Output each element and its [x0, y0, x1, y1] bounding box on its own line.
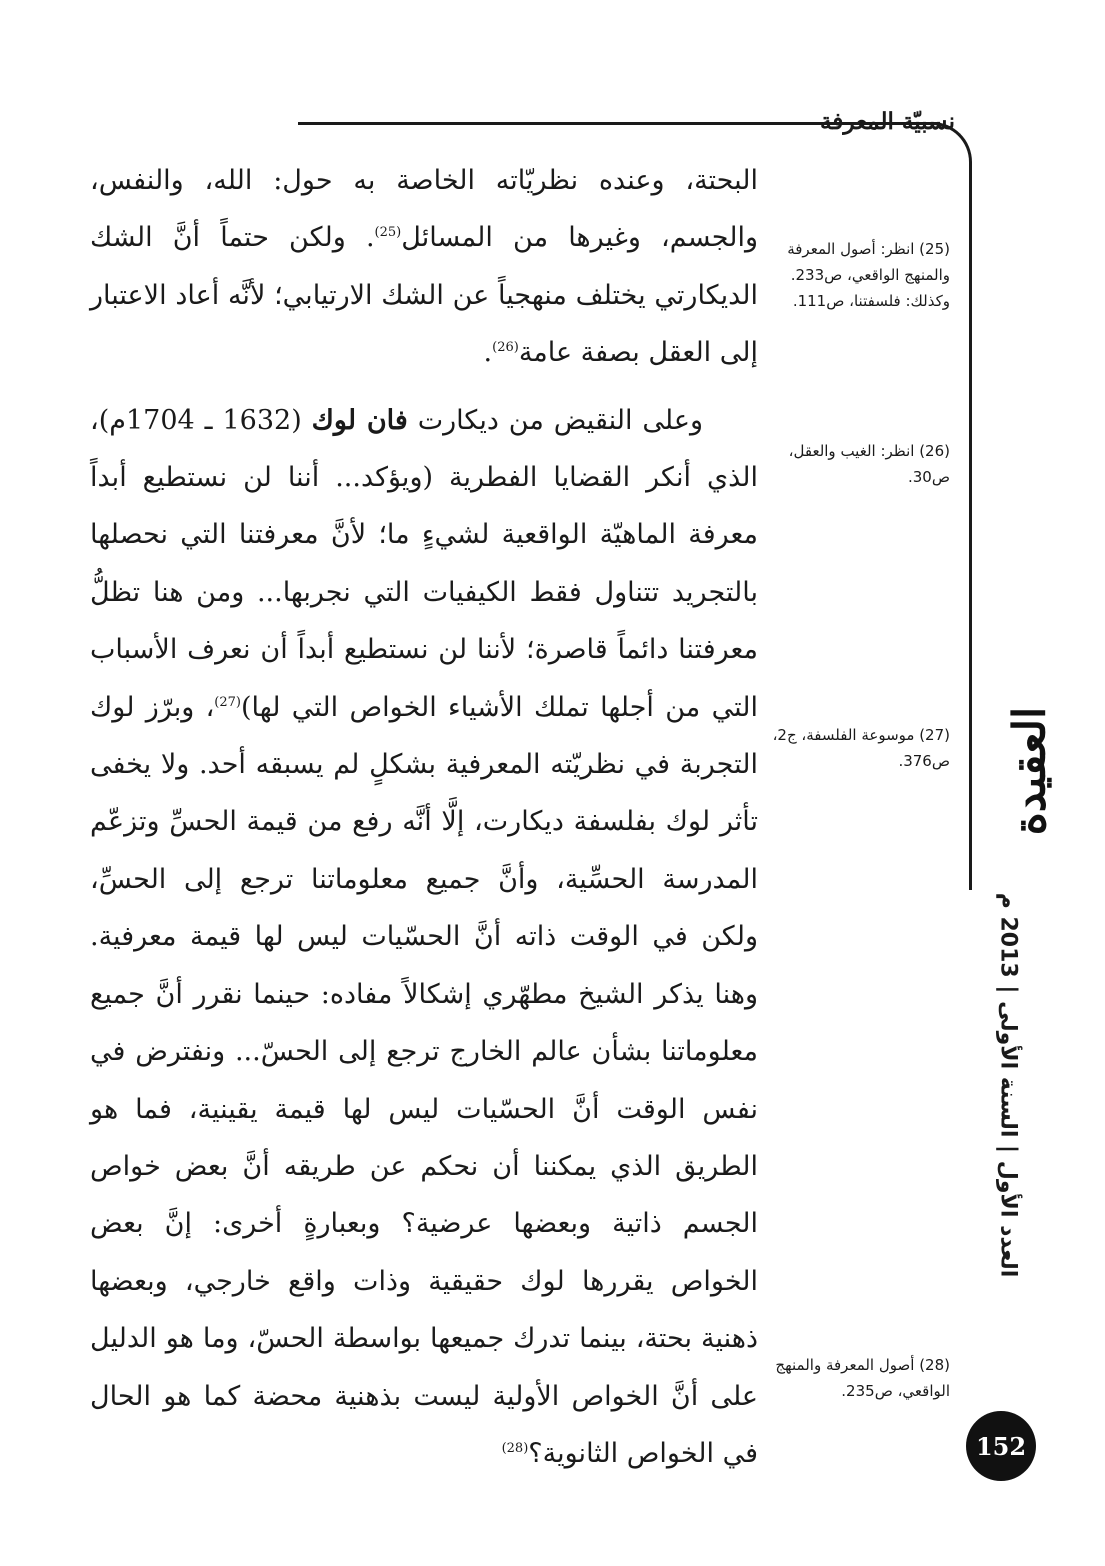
issue-info	[978, 892, 1038, 1278]
p2-lead: وعلى النقيض من ديكارت	[407, 404, 704, 436]
footnote-ref-27: (27)	[214, 694, 241, 710]
p2-text: (1632 ـ 1704م)، الذي أنكر القضايا الفطرية (ويؤكد... أننا لن نستطيع أبداً معرفة الماهيّة الواقعية لشيءٍ ما؛ لأنَّ معرفتنا التي نحصلها بالتجريد تتناول فقط الكيفيات التي نجربها... ومن هنا تظلُّ معرفتنا دائماً قاصرة؛ لأننا لن نستطيع أبداً أن نعرف الأسباب التي من أجلها تملك الأشياء الخواص التي لها)	[90, 404, 759, 723]
p1-end: .	[483, 337, 493, 369]
page-number-badge	[966, 1411, 1036, 1481]
p1-text-cont: . ولكن حتماً أنَّ الشك الديكارتي يختلف منهجياً عن الشك الارتيابي؛ لأنَّه أعاد الاعتبار إلى العقل بصفة عامة	[90, 222, 758, 369]
journal-logo-text: العقيدة	[1004, 706, 1056, 836]
body-text	[90, 152, 758, 1482]
page-number: 152	[975, 1431, 1027, 1461]
running-title: نسبيّة المعرفة	[820, 108, 955, 135]
footnote-ref-26: (26)	[492, 340, 519, 356]
paragraph-2	[90, 392, 758, 1483]
p2-text-cont: ، وبرّز لوك التجربة في نظريّته المعرفية بشكلٍ لم يسبقه أحد. ولا يخفى تأثر لوك بفلسفة ديكارت، إلَّا أنَّه رفع من قيمة الحسِّ وتزعّم المدرسة الحسِّية، وأنَّ جميع معلوماتنا ترجع إلى الحسِّ، ولكن في الوقت ذاته أنَّ الحسّيات ليس لها قيمة معرفية. وهنا يذكر الشيخ مطهّري إشكالاً مفاده: حينما نقرر أنَّ جميع معلوماتنا بشأن عالم الخارج ترجع إلى الحسّ... ونفترض في نفس الوقت أنَّ الحسّيات ليس لها قيمة يقينية، فما هو الطريق الذي يمكننا أن نحكم عن طريقه أنَّ بعض خواص الجسم ذاتية وبعضها عرضية؟ وبعبارةٍ أخرى: إنَّ بعض الخواص يقررها لوك حقيقية وذات واقع خارجي، وبعضها ذهنية بحتة، بينما تدرك جميعها بواسطة الحسّ، وما هو الدليل على أنَّ الخواص الأولية ليست بذهنية محضة كما هو الحال في الخواص الثانوية؟	[90, 691, 758, 1469]
p2-name: فان لوك	[311, 404, 408, 436]
footnote-26: (26) انظر: الغيب والعقل، ص30.	[788, 442, 950, 486]
margin-rule	[969, 178, 972, 890]
journal-logo	[976, 658, 1084, 884]
footnote-ref-25: (25)	[374, 225, 402, 241]
header-corner-curve	[930, 122, 972, 182]
footnote-27: (27) موسوعة الفلسفة، ج2، ص376.	[772, 726, 950, 770]
paragraph-1	[90, 152, 758, 382]
p1-text: البحتة، وعنده نظريّاته الخاصة به حول: الله، والنفس، والجسم، وغيرها من المسائل	[90, 165, 759, 254]
footnote-25: (25) انظر: أصول المعرفة والمنهج الواقعي، ص233. وكذلك: فلسفتنا، ص111.	[787, 240, 950, 310]
issue-info-text: العدد الأول | السنة الأولى | 2013 م	[995, 892, 1021, 1278]
footnote-ref-28: (28)	[501, 1440, 529, 1456]
header-rule	[298, 122, 938, 125]
footnote-28: (28) أصول المعرفة والمنهج الواقعي، ص235.	[775, 1356, 950, 1400]
